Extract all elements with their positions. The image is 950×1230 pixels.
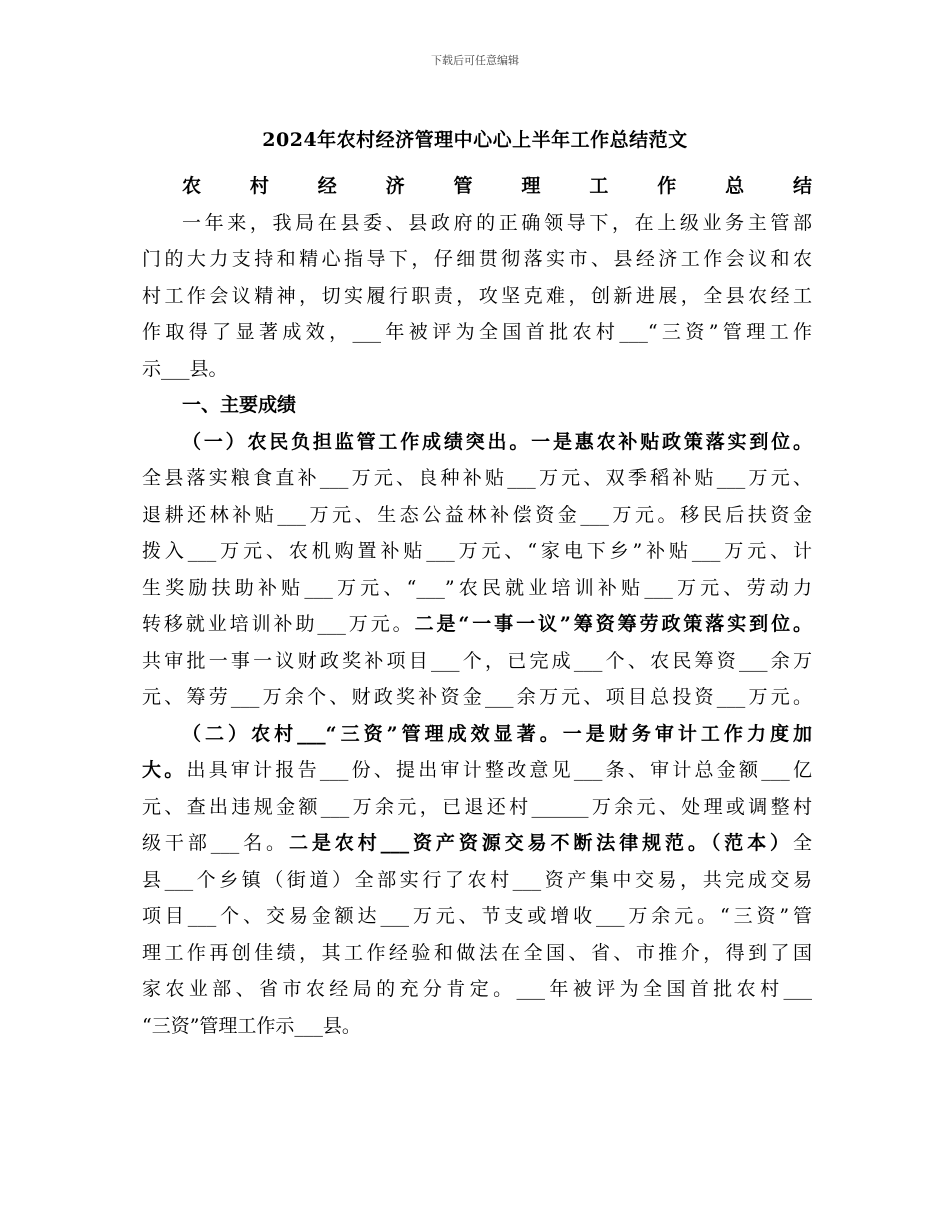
- text-segment: 项目___个、交易金额达___万元、节支或增收___万余元。“三资”管: [142, 905, 812, 927]
- text-line: [142, 387, 812, 424]
- text-line: [142, 971, 812, 1008]
- text-segment: 门的大力支持和精心指导下，仔细贯彻落实市、县经济工作会议和农: [142, 248, 812, 270]
- bold-text-segment: 一、主要成绩: [182, 394, 297, 416]
- text-segment: 生奖励扶助补贴___万元、“___”农民就业培训补贴___万元、劳动力: [142, 576, 812, 599]
- text-segment: 家农业部、省市农经局的充分肯定。___年被评为全国首批农村___: [142, 978, 812, 1000]
- text-line: [142, 278, 812, 315]
- text-line: [142, 752, 812, 789]
- document-title: 2024年农村经济管理中心心上半年工作总结范文: [262, 129, 688, 151]
- text-line: [142, 935, 812, 972]
- text-segment: 共审批一事一议财政奖补项目___个，已完成___个、农民筹资___余万: [142, 649, 812, 672]
- text-segment: 示___县。: [142, 357, 228, 380]
- text-line: [142, 825, 812, 862]
- text-segment: 元、筹劳___万余个、财政奖补资金___余万元、项目总投资___万元。: [142, 686, 812, 708]
- text-line: [142, 424, 812, 461]
- text-line: [142, 606, 812, 643]
- text-segment: 作取得了显著成效，___年被评为全国首批农村___“三资”管理工作: [142, 321, 812, 343]
- text-line: [142, 168, 812, 205]
- text-line: [142, 643, 812, 680]
- text-line: [142, 497, 812, 534]
- text-segment: 全县落实粮食直补___万元、良种补贴___万元、双季稻补贴___万元、: [142, 467, 812, 489]
- text-segment: 村工作会议精神，切实履行职责，攻坚克难，创新进展，全县农经工: [142, 284, 812, 307]
- bold-text-segment: 农村经济管理工作总结: [182, 175, 812, 197]
- text-segment: 级干部___名。: [142, 832, 289, 854]
- text-line: [142, 898, 812, 935]
- document-body: [142, 168, 812, 1044]
- bold-text-segment: （一）农民负担监管工作成绩突出。一是惠农补贴政策落实到位。: [182, 430, 812, 453]
- text-line: [142, 241, 812, 278]
- text-segment: 退耕还林补贴___万元、生态公益林补偿资金___万元。移民后扶资金: [142, 503, 812, 526]
- text-line: [142, 351, 812, 388]
- text-segment: 县___个乡镇（街道）全部实行了农村___资产集中交易，共完成交易: [142, 868, 812, 891]
- text-line: [142, 862, 812, 899]
- text-line: [142, 460, 812, 497]
- text-line: [142, 533, 812, 570]
- text-line: [142, 789, 812, 826]
- text-segment: 出具审计报告___份、提出审计整改意见___条、审计总金额___亿: [186, 759, 812, 781]
- page-header-note: 下载后可任意编辑: [431, 54, 519, 67]
- text-segment: 全: [792, 832, 812, 854]
- bold-text-segment: 大。: [142, 759, 187, 781]
- text-segment: 元、查出违规金额___万余元，已退还村______万余元、处理或调整村: [142, 795, 812, 818]
- bold-text-segment: 二是农村___资产资源交易不断法律规范。（范本）: [288, 832, 793, 854]
- text-line: [142, 205, 812, 242]
- text-line: [142, 314, 812, 351]
- text-line: [142, 679, 812, 716]
- text-segment: 理工作再创佳绩，其工作经验和做法在全国、省、市推介，得到了国: [142, 941, 812, 964]
- text-line: [142, 570, 812, 607]
- bold-text-segment: 二是“一事一议”筹资筹劳政策落实到位。: [414, 613, 812, 635]
- text-line: [142, 716, 812, 753]
- text-segment: 一年来，我局在县委、县政府的正确领导下，在上级业务主管部: [182, 211, 812, 234]
- bold-text-segment: （二）农村___“三资”管理成效显著。一是财务审计工作力度加: [182, 722, 812, 745]
- text-line: [142, 1008, 812, 1045]
- text-segment: 转移就业培训补助___万元。: [142, 613, 415, 635]
- text-segment: “三资”管理工作示___县。: [142, 1014, 361, 1037]
- text-segment: 拨入___万元、农机购置补贴___万元、“家电下乡”补贴___万元、计: [142, 540, 812, 562]
